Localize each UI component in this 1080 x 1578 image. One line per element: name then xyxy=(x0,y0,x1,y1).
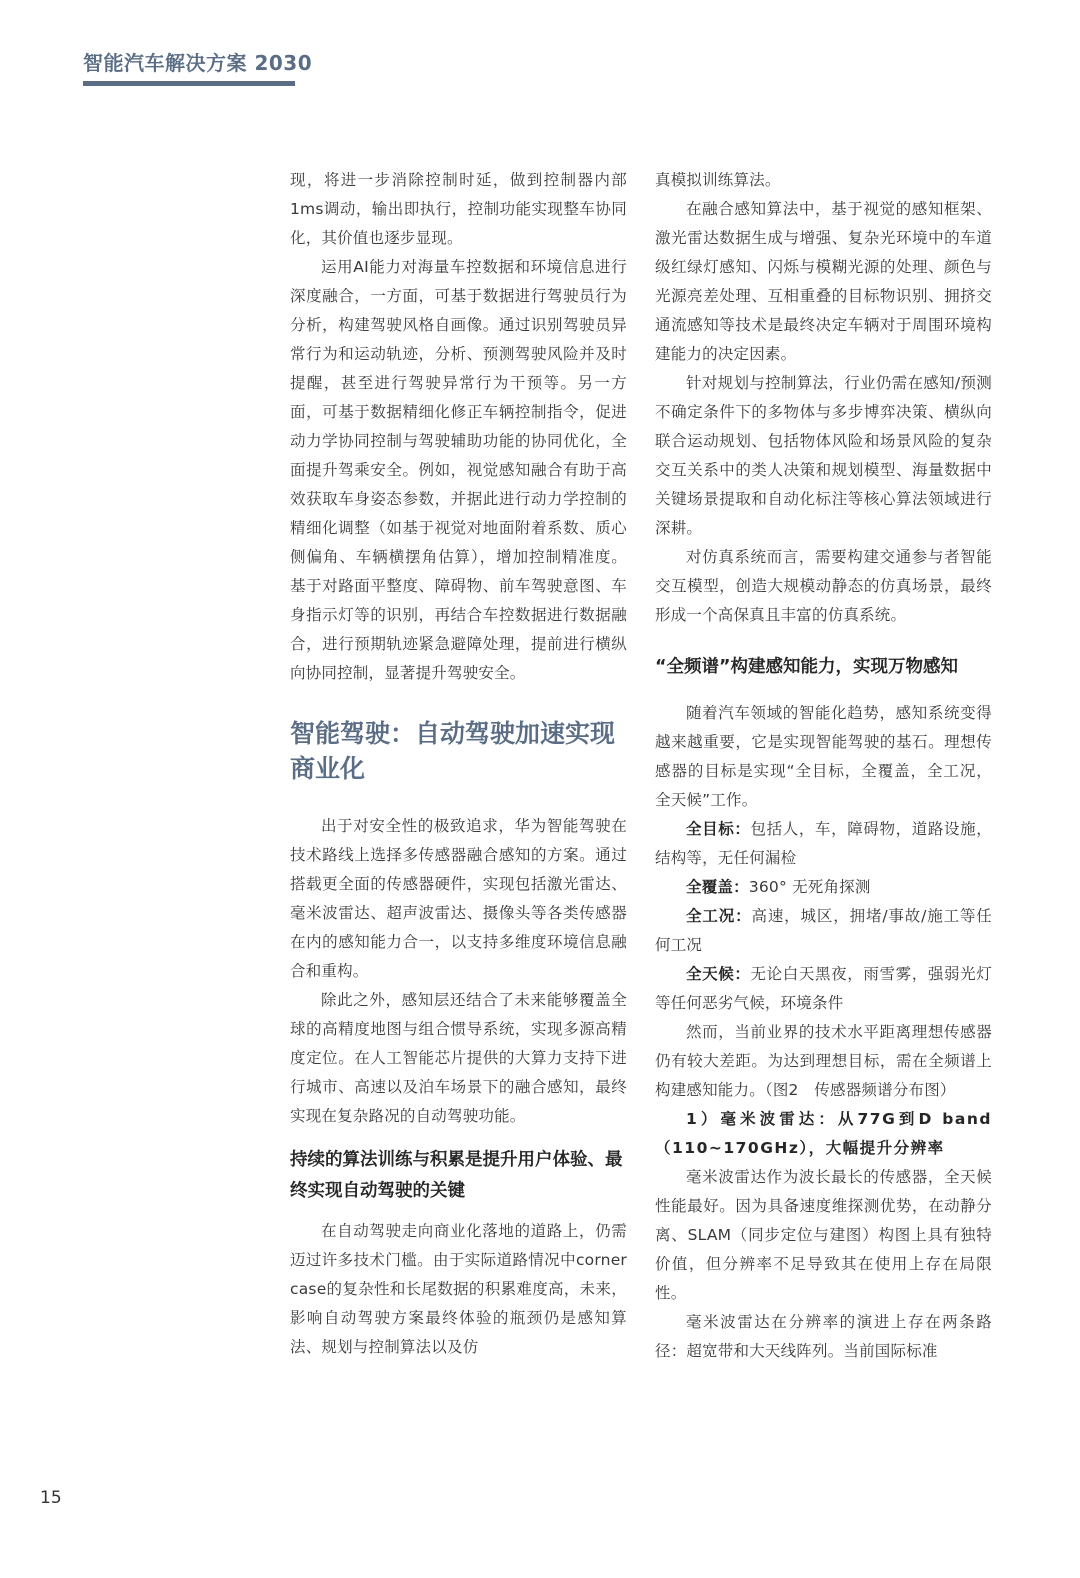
bullet-text: 360° 无死角探测 xyxy=(748,878,871,896)
bullet-text: 包括人，车，障碍物，道路设施，结构等，无任何漏检 xyxy=(655,820,992,867)
left-paragraph-5: 在自动驾驶走向商业化落地的道路上，仍需迈过许多技术门槛。由于实际道路情况中corner case的复杂性和长尾数据的积累难度高，未来，影响自动驾驶方案最终体验的瓶颈仍是感知算法、规划与控制算法以及仿 xyxy=(290,1222,627,1356)
right-paragraph-4: 对仿真系统而言，需要构建交通参与者智能交互模型，创造大规模动静态的仿真场景，最终形成一个高保真且丰富的仿真系统。 xyxy=(655,548,992,624)
sub-heading-spectrum: “全频谱”构建感知能力，实现万物感知 xyxy=(655,657,959,677)
right-paragraph-8: 毫米波雷达在分辨率的演进上存在两条路径：超宽带和大天线阵列。当前国际标准 xyxy=(655,1313,992,1360)
right-paragraph-2: 在融合感知算法中，基于视觉的感知框架、激光雷达数据生成与增强、复杂光环境中的车道级红绿灯感知、闪烁与模糊光源的处理、颜色与光源亮差处理、互相重叠的目标物识别、拥挤交通流感知等技术是最终决定车辆对于周围环境构建能力的决定因素。 xyxy=(655,200,992,363)
bullet-label: 全覆盖： xyxy=(686,878,749,896)
bullet-label: 全天候： xyxy=(686,965,751,983)
left-paragraph-1: 现，将进一步消除控制时延，做到控制器内部1ms调动，输出即执行，控制功能实现整车协同化，其价值也逐步显现。 xyxy=(290,171,627,247)
document-header-title: 智能汽车解决方案 2030 xyxy=(83,51,313,75)
right-column xyxy=(655,166,992,1366)
bullet-all-coverage xyxy=(655,873,992,902)
point-heading-mmwave: 1）毫米波雷达：从77G到D band（110~170GHz），大幅提升分辨率 xyxy=(655,1110,992,1157)
right-paragraph-3: 针对规划与控制算法，行业仍需在感知/预测不确定条件下的多物体与多步博弈决策、横纵向联合运动规划、包括物体风险和场景风险的复杂交互关系中的类人决策和规划模型、海量数据中关键场景提取和自动化标注等核心算法领域进行深耕。 xyxy=(655,374,992,537)
header-underline xyxy=(83,81,295,86)
section-heading: 智能驾驶：自动驾驶加速实现商业化 xyxy=(290,719,616,783)
page-number: 15 xyxy=(40,1488,62,1508)
bullet-label: 全工况： xyxy=(686,907,752,925)
right-paragraph-7: 毫米波雷达作为波长最长的传感器，全天候性能最好。因为具备速度维探测优势，在动静分离、SLAM（同步定位与建图）构图上具有独特价值，但分辨率不足导致其在使用上存在局限性。 xyxy=(655,1168,992,1302)
sub-heading-algorithm: 持续的算法训练与积累是提升用户体验、最终实现自动驾驶的关键 xyxy=(290,1150,623,1201)
left-paragraph-3: 出于对安全性的极致追求，华为智能驾驶在技术路线上选择多传感器融合感知的方案。通过搭载更全面的传感器硬件，实现包括激光雷达、毫米波雷达、超声波雷达、摄像头等各类传感器在内的感知能力合一，以支持多维度环境信息融合和重构。 xyxy=(290,817,627,980)
right-paragraph-6: 然而，当前业界的技术水平距离理想传感器仍有较大差距。为达到理想目标，需在全频谱上构建感知能力。（图2 传感器频谱分布图） xyxy=(655,1023,992,1099)
left-paragraph-2: 运用AI能力对海量车控数据和环境信息进行深度融合，一方面，可基于数据进行驾驶员行为分析，构建驾驶风格自画像。通过识别驾驶员异常行为和运动轨迹，分析、预测驾驶风险并及时提醒，甚至进行驾驶异常行为干预等。另一方面，可基于数据精细化修正车辆控制指令，促进动力学协同控制与驾驶辅助功能的协同优化，全面提升驾乘安全。例如，视觉感知融合有助于高效获取车身姿态参数，并据此进行动力学控制的精细化调整（如基于视觉对地面附着系数、质心侧偏角、车辆横摆角估算），增加控制精准度。基于对路面平整度、障碍物、前车驾驶意图、车身指示灯等的识别，再结合车控数据进行数据融合，进行预期轨迹紧急避障处理，提前进行横纵向协同控制，显著提升驾驶安全。 xyxy=(290,258,627,682)
bullet-label: 全目标： xyxy=(686,820,751,838)
bullet-all-weather xyxy=(655,960,992,1018)
bullet-text: 无论白天黑夜，雨雪雾，强弱光灯等任何恶劣气候，环境条件 xyxy=(655,965,992,1012)
right-paragraph-1: 真模拟训练算法。 xyxy=(655,171,781,189)
bullet-text: 高速，城区，拥堵/事故/施工等任何工况 xyxy=(655,907,992,954)
left-column xyxy=(290,166,627,1362)
bullet-all-targets xyxy=(655,815,992,873)
right-paragraph-5: 随着汽车领域的智能化趋势，感知系统变得越来越重要，它是实现智能驾驶的基石。理想传感器的目标是实现“全目标，全覆盖，全工况，全天候”工作。 xyxy=(655,704,992,809)
bullet-all-conditions xyxy=(655,902,992,960)
left-paragraph-4: 除此之外，感知层还结合了未来能够覆盖全球的高精度地图与组合惯导系统，实现多源高精度定位。在人工智能芯片提供的大算力支持下进行城市、高速以及泊车场景下的融合感知，最终实现在复杂路况的自动驾驶功能。 xyxy=(290,991,627,1125)
